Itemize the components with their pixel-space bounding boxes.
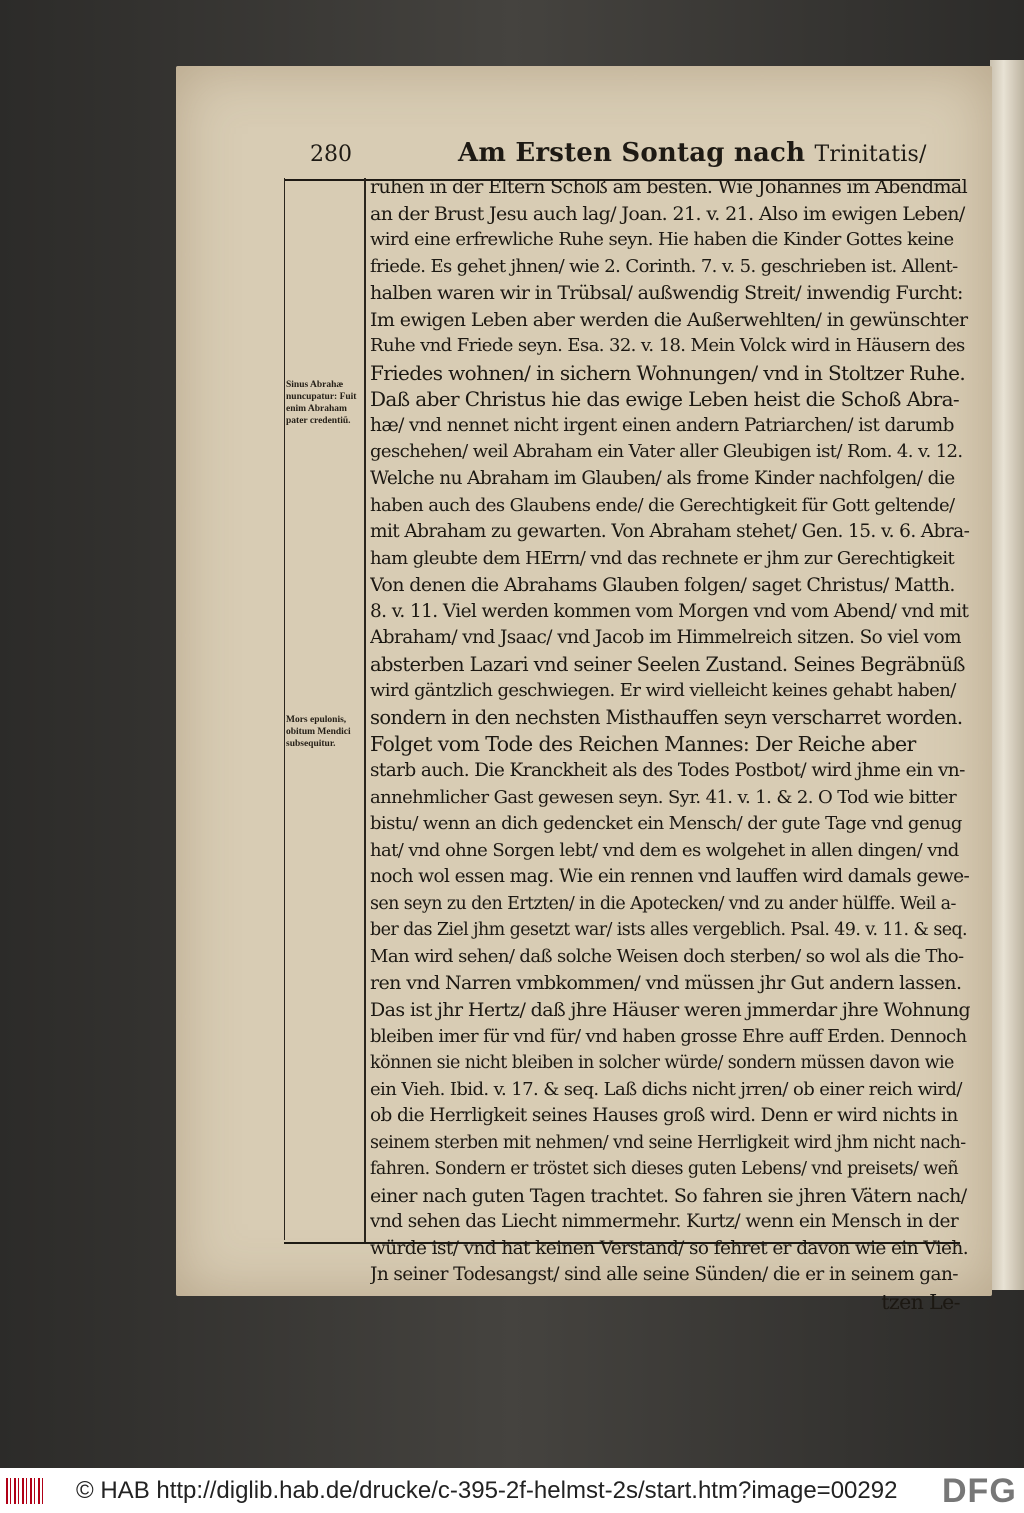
text-line: friede. Es gehet jhnen/ wie 2. Corinth. 7. v. 5. geschrieben ist. Allent-: [370, 255, 958, 277]
text-line: hæ/ vnd nennet nicht irgent einen andern Patriarchen/ ist darumb: [370, 414, 954, 436]
text-line: hat/ vnd ohne Sorgen lebt/ vnd dem es wolgehet in allen dingen/ vnd: [370, 839, 959, 861]
text-line: halben waren wir in Trübsal/ außwendig Streit/ inwendig Furcht:: [370, 282, 963, 305]
text-line: Im ewigen Leben aber werden die Außerwehlten/ in gewünschter: [370, 308, 968, 331]
text-line: einer nach guten Tagen trachtet. So fahren sie jhren Vätern nach/: [370, 1184, 967, 1207]
text-line: sen seyn zu den Ertzten/ in die Apotecken/ vnd zu ander hülffe. Weil a-: [370, 893, 956, 914]
main-text-block: [370, 174, 970, 1316]
text-line: absterben Lazari vnd seiner Seelen Zustand. Seines Begräbnüß: [370, 652, 965, 676]
text-line: seinem sterben mit nehmen/ vnd seine Herrligkeit wird jhm nicht nach-: [370, 1132, 966, 1153]
source-url[interactable]: © HAB http://diglib.hab.de/drucke/c-395-2f-helmst-2s/start.htm?image=00292: [76, 1477, 898, 1504]
text-line: Friedes wohnen/ in sichern Wohnungen/ vnd in Stoltzer Ruhe.: [370, 360, 966, 385]
margin-rule-left: [284, 178, 285, 1240]
text-line: annehmlicher Gast gewesen seyn. Syr. 41. v. 1. & 2. O Tod wie bitter: [370, 786, 957, 808]
text-line: würde ist/ vnd hat keinen Verstand/ so fehret er davon wie ein Vieh.: [370, 1237, 968, 1259]
text-line: mit Abraham zu gewarten. Von Abraham stehet/ Gen. 15. v. 6. Abra-: [370, 521, 970, 543]
text-line: noch wol essen mag. Wie ein rennen vnd lauffen wird damals gewe-: [370, 866, 970, 888]
text-line: ber das Ziel jhm gesetzt war/ ists alles vergeblich. Psal. 49. v. 11. & seq.: [370, 920, 968, 941]
text-line: ren vnd Narren vmbkommen/ vnd müssen jhr Gut andern lassen.: [370, 972, 962, 995]
text-line: ham gleubte dem HErrn/ vnd das rechnete er jhm zur Gerechtigkeit: [370, 547, 955, 569]
text-line: Jn seiner Todesangst/ sind alle seine Sünden/ die er in seinem gan-: [370, 1264, 958, 1286]
text-line: Ruhe vnd Friede seyn. Esa. 32. v. 18. Mein Volck wird in Häusern des: [370, 335, 965, 357]
text-line: sondern in den nechsten Misthauffen seyn verscharret worden.: [370, 705, 963, 729]
running-head: [458, 138, 927, 168]
text-line: Folget vom Tode des Reichen Mannes: Der Reiche aber: [370, 732, 916, 757]
text-line: Welche nu Abraham im Glauben/ als frome Kinder nachfolgen/ die: [370, 468, 955, 490]
marginal-gloss: Mors epulonis, obitum Mendici subsequitur.: [286, 715, 351, 749]
text-line: tzen Le-: [881, 1289, 960, 1314]
text-line: haben auch des Glaubens ende/ die Gerechtigkeit für Gott geltende/: [370, 494, 955, 516]
page-number: 280: [310, 142, 352, 167]
text-line: Abraham/ vnd Jsaac/ vnd Jacob im Himmelreich sitzen. So viel vom: [370, 627, 961, 649]
text-line: können sie nicht bleiben in solcher würde/ sondern müssen davon wie: [370, 1053, 954, 1074]
text-line: ob die Herrligkeit seines Hauses groß wird. Denn er wird nichts in: [370, 1105, 958, 1127]
adjacent-page-edge: [990, 60, 1024, 1290]
text-line: 8. v. 11. Viel werden kommen vom Morgen vnd vom Abend/ vnd mit: [370, 600, 969, 622]
text-line: geschehen/ weil Abraham ein Vater aller Gleubigen ist/ Rom. 4. v. 12.: [370, 441, 963, 463]
text-line: Daß aber Christus hie das ewige Leben heist die Schoß Abra-: [370, 387, 960, 412]
text-line: Von denen die Abrahams Glauben folgen/ saget Christus/ Matth.: [370, 574, 955, 597]
barcode-icon: [6, 1478, 44, 1504]
text-line: wird eine erfrewliche Ruhe seyn. Hie haben die Kinder Gottes keine: [370, 229, 954, 251]
margin-rule-right: [364, 178, 366, 1242]
text-line: an der Brust Jesu auch lag/ Joan. 21. v. 21. Also im ewigen Leben/: [370, 202, 965, 225]
text-line: ruhen in der Eltern Schoß am besten. Wie Johannes im Abendmal: [370, 176, 968, 198]
running-head-latin: Trinitatis/: [814, 142, 927, 167]
text-line: bistu/ wenn an dich gedencket ein Mensch/ der gute Tage vnd genug: [370, 813, 962, 835]
text-line: wird gäntzlich geschwiegen. Er wird vielleicht keines gehabt haben/: [370, 680, 956, 702]
text-line: Das ist jhr Hertz/ daß jhre Häuser weren jmmerdar jhre Wohnung: [370, 998, 970, 1021]
book-page: [176, 66, 992, 1314]
text-line: Man wird sehen/ daß solche Weisen doch sterben/ so wol als die Tho-: [370, 945, 964, 967]
text-line: fahren. Sondern er tröstet sich dieses guten Lebens/ vnd preisets/ weñ: [370, 1159, 959, 1180]
running-head-main: Am Ersten Sontag nach: [458, 138, 806, 168]
text-line: vnd sehen das Liecht nimmermehr. Kurtz/ wenn ein Mensch in der: [370, 1211, 959, 1233]
marginal-gloss: Sinus Abrahæ nuncupatur: Fuit enim Abraham pater credentiũ.: [286, 380, 357, 426]
dfg-logo: DFG: [936, 1472, 1017, 1511]
text-line: ein Vieh. Ibid. v. 17. & seq. Laß dichs nicht jrren/ ob einer reich wird/: [370, 1078, 962, 1100]
text-line: starb auch. Die Kranckheit als des Todes Postbot/ wird jhme ein vn-: [370, 760, 965, 782]
text-line: bleiben imer für vnd für/ vnd haben grosse Ehre auff Erden. Dennoch: [370, 1025, 967, 1047]
